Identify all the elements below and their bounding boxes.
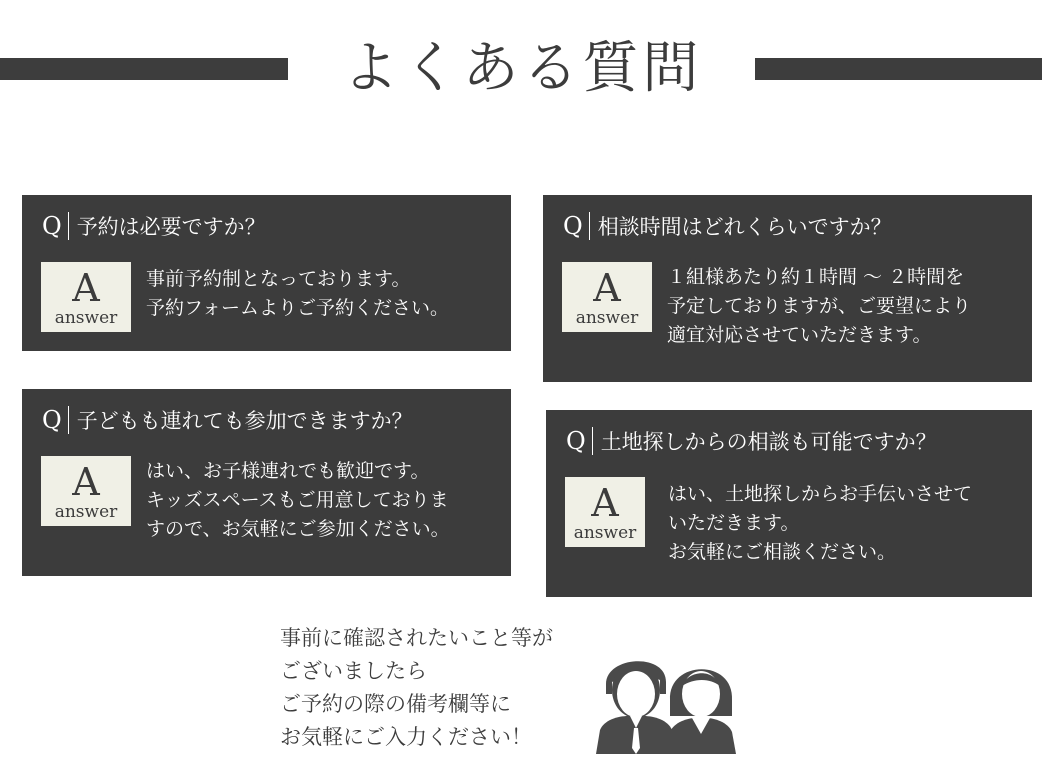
answer-badge-word: answer — [54, 308, 118, 328]
q-mark: Q — [42, 212, 62, 240]
answer-badge-letter: A — [72, 266, 100, 310]
question-text: 土地探しからの相談も可能ですか？ — [600, 430, 937, 454]
answer-badge — [565, 477, 645, 547]
answer-text — [146, 457, 450, 544]
q-mark: Q — [563, 212, 583, 240]
answer-line: キッズスペースもご用意しておりま — [146, 489, 449, 511]
answer-badge — [41, 456, 131, 526]
faq-question — [42, 209, 266, 243]
answer-text — [146, 265, 449, 323]
woman-figure — [666, 669, 736, 754]
q-divider — [592, 427, 593, 455]
faq-item-reservation — [22, 195, 511, 351]
answer-line: いただきます。 — [668, 512, 800, 534]
man-figure — [596, 661, 676, 754]
q-mark: Q — [566, 427, 586, 455]
q-divider — [589, 212, 590, 240]
title-divider-left — [0, 58, 288, 80]
note-line: ございましたら — [280, 659, 427, 683]
answer-badge — [562, 262, 652, 332]
couple-icon — [596, 644, 746, 754]
answer-badge-word: answer — [54, 502, 118, 522]
answer-badge-letter: A — [591, 481, 619, 525]
answer-line: すので、お気軽にご参加ください。 — [146, 518, 450, 540]
answer-line: はい、お子様連れでも歓迎です。 — [146, 460, 430, 482]
answer-line: 予約フォームよりご予約ください。 — [146, 297, 450, 319]
answer-badge — [41, 262, 131, 332]
note-line: お気軽にご入力ください！ — [280, 725, 532, 749]
answer-badge-word: answer — [575, 308, 639, 328]
page-title: よくある質問 — [342, 36, 703, 101]
faq-question — [566, 424, 937, 458]
answer-text — [668, 480, 972, 567]
question-text: 予約は必要ですか？ — [76, 215, 266, 239]
title-divider-right — [755, 58, 1042, 80]
faq-item-duration — [543, 195, 1032, 382]
faq-item-children — [22, 389, 511, 576]
q-divider — [68, 212, 69, 240]
faq-item-land-search — [546, 410, 1032, 597]
question-text: 子どもも連れても参加できますか？ — [76, 409, 413, 433]
question-text: 相談時間はどれくらいですか？ — [597, 215, 892, 239]
answer-badge-word: answer — [573, 523, 637, 543]
note-line: 事前に確認されたいこと等が — [280, 626, 553, 650]
answer-text — [667, 263, 971, 350]
answer-line: はい、土地探しからお手伝いさせて — [668, 483, 973, 505]
answer-badge-letter: A — [72, 460, 100, 504]
answer-badge-letter: A — [593, 266, 621, 310]
faq-question — [42, 403, 413, 437]
faq-question — [563, 209, 892, 243]
answer-line: お気軽にご相談ください。 — [668, 541, 897, 563]
q-mark: Q — [42, 406, 62, 434]
answer-line: １組様あたり約１時間 ～ ２時間を — [667, 266, 965, 288]
answer-line: 適宜対応させていただきます。 — [667, 324, 932, 346]
contact-note — [280, 622, 553, 754]
q-divider — [68, 406, 69, 434]
answer-line: 事前予約制となっております。 — [146, 268, 411, 290]
answer-line: 予定しておりますが、ご要望により — [667, 295, 972, 317]
note-line: ご予約の際の備考欄等に — [280, 692, 511, 716]
